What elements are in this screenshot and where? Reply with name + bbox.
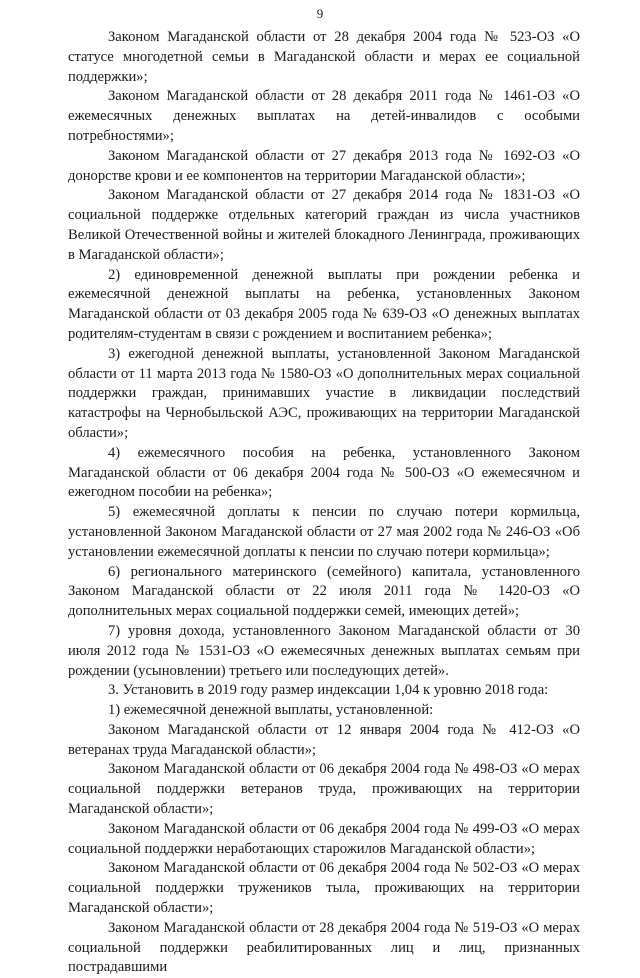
paragraph: Законом Магаданской области от 28 декабря 2011 года № 1461-ОЗ «О ежемесячных денежных выплатах на детей-инвалидов с особыми потребностями»; <box>68 88 580 144</box>
paragraph: 1) ежемесячной денежной выплаты, установленной: <box>108 702 434 719</box>
paragraph: Законом Магаданской области от 28 декабря 2004 года № 519-ОЗ «О мерах социальной поддержки реабилитированных лиц и лиц, признанных пострадавшими <box>68 919 580 976</box>
paragraph: Законом Магаданской области от 27 декабря 2013 года № 1692-ОЗ «О донорстве крови и ее компонентов на территории Магаданской области»; <box>68 147 580 184</box>
paragraph: 7) уровня дохода, установленного Законом Магаданской области от 30 июля 2012 года № 1531-ОЗ «О ежемесячных денежных выплатах семьям при рождении (усыновлении) третьего или последующих детей». <box>68 622 580 679</box>
paragraph: 2) единовременной денежной выплаты при рождении ребенка и ежемесячной денежной выплаты на ребенка, установленных Законом Магаданской области от 03 декабря 2005 года № 639-ОЗ «О денежных выплатах родителям-студентам в связи с рождением и воспитанием ребенка»; <box>68 266 580 342</box>
paragraph: 4) ежемесячного пособия на ребенка, установленного Законом Магаданской области от 06 декабря 2004 года № 500-ОЗ «О ежемесячном и ежегодном пособии на ребенка»; <box>68 444 580 501</box>
paragraph: Законом Магаданской области от 06 декабря 2004 года № 499-ОЗ «О мерах социальной поддержки неработающих старожилов Магаданской области»; <box>68 820 580 857</box>
document-body <box>68 28 580 978</box>
paragraph: Законом Магаданской области от 06 декабря 2004 года № 502-ОЗ «О мерах социальной поддержки тружеников тыла, проживающих на территории Магаданской области»; <box>68 860 580 917</box>
paragraph: 5) ежемесячной доплаты к пенсии по случаю потери кормильца, установленной Законом Магаданской области от 27 мая 2002 года № 246-ОЗ «Об установлении ежемесячной доплаты к пенсии по случаю потери кормильца»; <box>68 504 580 560</box>
paragraph: Законом Магаданской области от 12 января 2004 года № 412-ОЗ «О ветеранах труда Магаданской области»; <box>68 721 580 758</box>
paragraph: 3) ежегодной денежной выплаты, установленной Законом Магаданской области от 11 марта 2013 года № 1580-ОЗ «О дополнительных мерах социальной поддержки граждан, принимавших участие в ликвидации последствий катастрофы на Чернобыльской АЭС, проживающих на территории Магаданской области»; <box>68 345 580 441</box>
paragraph: 3. Установить в 2019 году размер индексации 1,04 к уровню 2018 года: <box>108 682 549 699</box>
paragraph: Законом Магаданской области от 27 декабря 2014 года № 1831-ОЗ «О социальной поддержке отдельных категорий граждан из числа участников Великой Отечественной войны и жителей блокадного Ленинграда, проживающих в Магаданской области»; <box>68 187 580 263</box>
page-number: 9 <box>316 6 324 21</box>
paragraph: Законом Магаданской области от 06 декабря 2004 года № 498-ОЗ «О мерах социальной поддержки ветеранов труда, проживающих на территории Магаданской области»; <box>68 761 580 818</box>
paragraph: 6) регионального материнского (семейного) капитала, установленного Законом Магаданской области от 22 июля 2011 года № 1420-ОЗ «О дополнительных мерах социальной поддержки семей, имеющих детей»; <box>68 563 580 620</box>
paragraph: Законом Магаданской области от 28 декабря 2004 года № 523-ОЗ «О статусе многодетной семьи в Магаданской области и мерах ее социальной поддержки»; <box>68 29 580 85</box>
